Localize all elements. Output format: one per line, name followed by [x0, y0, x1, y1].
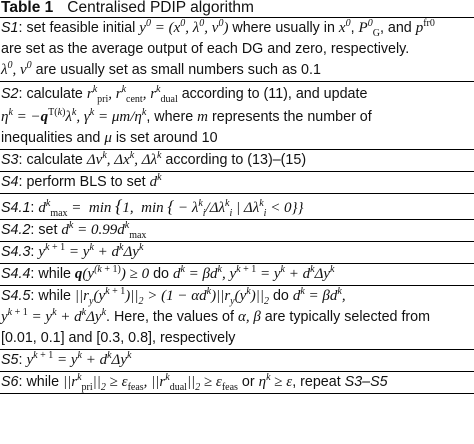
step-label: S4.5: [1, 288, 31, 304]
step-label: S1: [1, 20, 19, 36]
step-s5: S5: $y^{k + 1} = y^k + d^k\Delta y^k$: [1, 350, 132, 368]
table-caption: [0, 0, 474, 16]
step-s4-5: S4.5: while $||r_y(y^{k + 1})||_2 > (1 - \alpha d^k)||r_y(y^k)||_2$ do $d^k = \beta d^k$, $y^{k + 1} = y^k + d^k\Delta y^k$. Here, the values of α, β are typically selected from [0.01, 0.1] and [0.3, 0.8], respectively: [1, 286, 431, 346]
step-label: S5: [1, 352, 19, 368]
step-s3: S3: calculate $\Delta\nu^k$, $\Delta x^k$, $\Delta\lambda^k$ according to (13)–(15): [1, 150, 307, 168]
step-label: S4.3: [1, 244, 31, 260]
step-s1: S1: set feasible initial $y^0 = (x^0$, $\lambda^0$, $\nu^0$) where usually in $x^0$, $P^0_G$, and $p^{fr0}$ are set as the average output of each DG and zero, respectively. $\lambda^0$, $\nu^0$ are usually set as small numbers such as 0.1: [1, 18, 435, 78]
table-title: Centralised PDIP algorithm: [67, 0, 254, 16]
step-label: S6: [1, 374, 19, 390]
step-label: S4: [1, 174, 19, 190]
step-label: S3: [1, 152, 19, 168]
formula: $y^0 = (x^0$, $\lambda^0$, $\nu^0$): [139, 18, 229, 36]
table-label: Table 1: [1, 0, 54, 16]
step-label: S4.1: [1, 200, 31, 216]
step-label: S4.4: [1, 266, 31, 282]
step-s4-1: S4.1: $d^k_{max} = \min \{1$, min { − $\lambda^k_i/\Delta\lambda^k_i$ | $\Delta\lambda^k_i < 0$}}: [1, 196, 304, 219]
step-s2: S2: calculate $r^k_{pri}$, $r^k_{cent}$, $r^k_{dual}$ according to (11), and update $\eta^k = -q^{T(k)}\lambda^k$, $\gamma^k = \mu m/\eta^k$, where m represents the number of inequalities and μ is set around 10: [1, 84, 372, 146]
step-s4: S4: perform BLS to set $d^k$: [1, 172, 162, 190]
step-s4-3: S4.3: $y^{k + 1} = y^k + d^k\Delta y^k$: [1, 242, 144, 260]
step-label: S2: [1, 86, 19, 102]
step-s4-2: S4.2: set $d^k = 0.99d^k_{max}$: [1, 220, 147, 241]
step-label: S4.2: [1, 222, 31, 238]
step-s6: S6: while $||r^k_{pri}||_2 \ge \varepsilon_{feas}$, $||r^k_{dual}||_2 \ge \varepsilon_{feas}$ or $\eta^k \ge \varepsilon$, repeat S3–S5: [1, 372, 388, 393]
step-s4-4: S4.4: while $q(y^{(k + 1)}) \ge 0$ do $d^k = \beta d^k$, $y^{k + 1} = y^k + d^k\Delta y^k$: [1, 264, 335, 282]
